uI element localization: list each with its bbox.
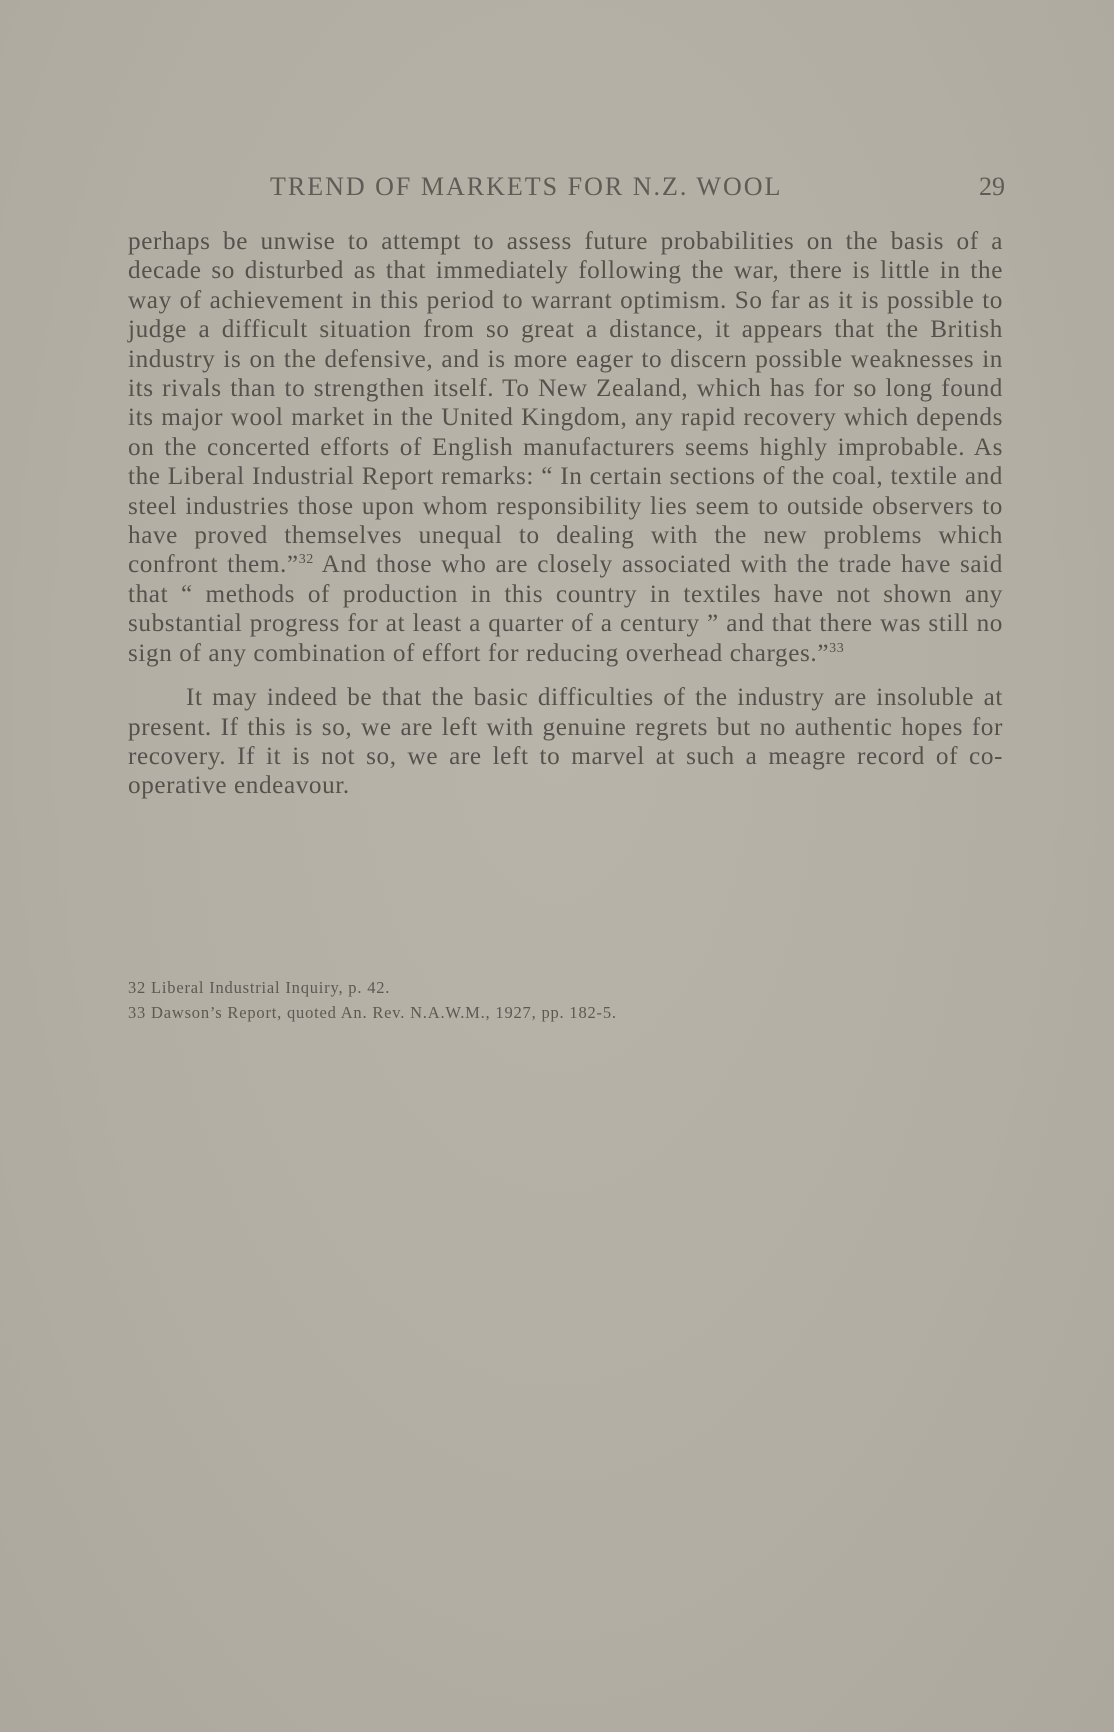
- footnotes: [128, 975, 1003, 1025]
- running-header: [128, 172, 1005, 206]
- paragraph-1-text-b: And those who are closely associated with the trade have said that “ methods of production in this country in textiles have not shown any substantial progress for at least a quarter of a century ” and that there was still no sign of any combination of effort for reducing overhead charges.”: [128, 551, 1003, 667]
- paragraph-1: [128, 227, 1003, 668]
- paragraph-2: It may indeed be that the basic difficulties of the industry are insoluble at present. If this is so, we are left with genuine regrets but no authentic hopes for recovery. If it is not so, we are left to marvel at such a meagre record of co-operative endeavour.: [128, 684, 1003, 800]
- footnote-32: 32 Liberal Industrial Inquiry, p. 42.: [128, 978, 391, 997]
- paragraph-1-text-a: perhaps be unwise to attempt to assess future probabilities on the basis of a decade so disturbed as that immediately following the war, there is little in the way of achievement in this period to warrant optimism. So far as it is possible to judge a difficult situation from so great a distance, it appears that the British industry is on the defensive, and is more eager to discern possible weaknesses in its rivals than to strengthen itself. To New Zealand, which has for so long found its major wool market in the United Kingdom, any rapid recovery which depends on the concerted efforts of English manufacturers seems highly improbable. As the Liberal Industrial Report remarks: “ In certain sections of the coal, textile and steel industries those upon whom responsibility lies seem to outside observers to have proved themselves unequal to dealing with the new problems which confront them.”: [128, 228, 1003, 579]
- footnote-33: 33 Dawson’s Report, quoted An. Rev. N.A.W.M., 1927, pp. 182-5.: [128, 1003, 617, 1022]
- running-title: TREND OF MARKETS FOR N.Z. WOOL: [270, 172, 783, 201]
- page-number: 29: [979, 172, 1005, 201]
- body-text: [128, 227, 1003, 801]
- footnote-ref-33: 33: [829, 640, 845, 656]
- footnote-ref-32: 32: [298, 552, 314, 568]
